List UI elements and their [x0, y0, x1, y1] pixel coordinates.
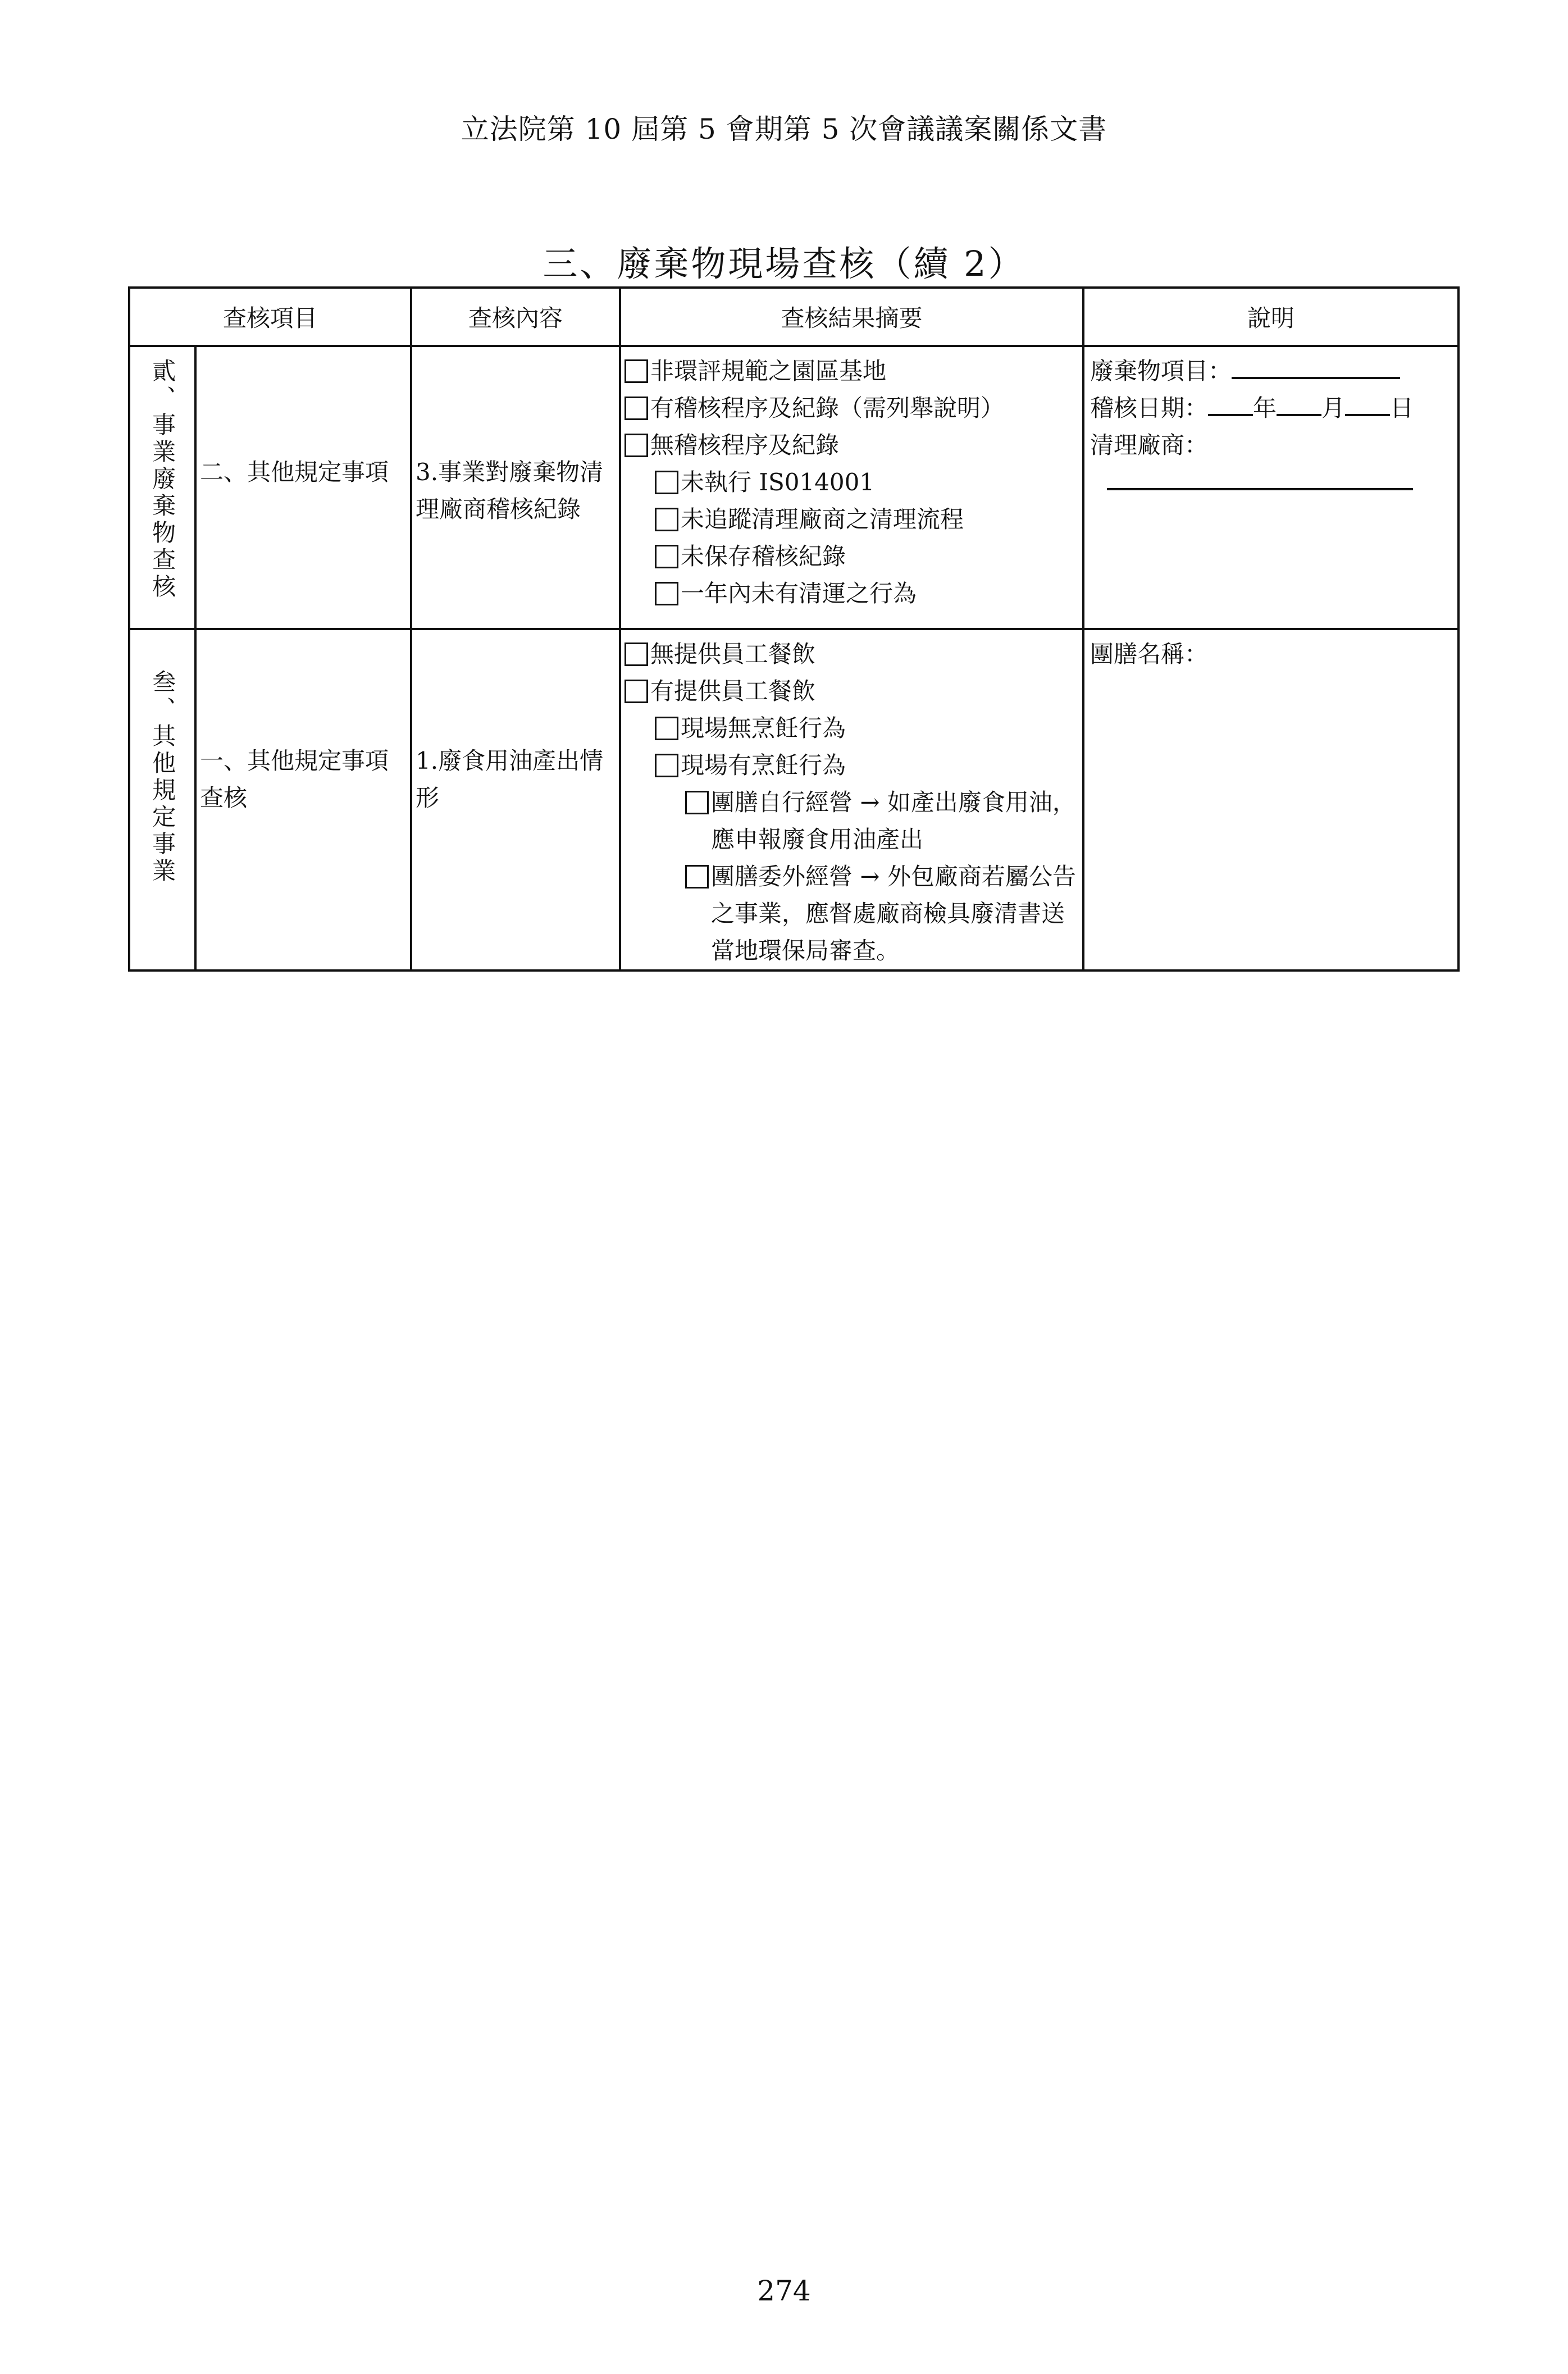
- section-cell: [129, 629, 195, 970]
- checkbox-option: 團膳自行經營 → 如產出廢食用油，應申報廢食用油產出: [625, 784, 1080, 858]
- checkbox-option: 有提供員工餐飲: [625, 673, 1080, 710]
- checkbox[interactable]: [625, 397, 648, 420]
- checkbox-option: 現場有烹飪行為: [625, 747, 1080, 784]
- checkbox[interactable]: [655, 545, 678, 568]
- blank-line[interactable]: [1107, 466, 1413, 490]
- checkbox-option: 團膳委外經營 → 外包廠商若屬公告之事業，應督處廠商檢具廢清書送當地環保局審查。: [625, 858, 1080, 969]
- section-cell: [129, 346, 195, 629]
- item-label: 一、其他規定事項查核: [200, 747, 389, 812]
- item-label: 二、其他規定事項: [200, 458, 389, 486]
- checkbox-option: 無稽核程序及紀錄: [625, 427, 1080, 464]
- audit-date-field: 稽核日期： 年 月 日: [1090, 394, 1414, 422]
- checkbox-option: 未追蹤清理廠商之清理流程: [625, 501, 1080, 538]
- checkbox-option: 現場無烹飪行為: [625, 710, 1080, 747]
- catering-name-field: 團膳名稱：: [1090, 640, 1209, 668]
- table-header-row: [129, 288, 1458, 346]
- waste-item-field: 廢棄物項目：: [1090, 353, 1453, 390]
- column-header-content: 查核內容: [411, 288, 620, 346]
- document-header: 立法院第 10 屆第 5 會期第 5 次會議議案關係文書: [461, 113, 1107, 145]
- content-cell: [411, 346, 620, 629]
- table-row: [129, 629, 1458, 970]
- blank-line[interactable]: [1277, 414, 1321, 416]
- checkbox-option: 無提供員工餐飲: [625, 636, 1080, 673]
- checkbox-option: 非環評規範之園區基地: [625, 353, 1080, 390]
- table-title: 三、廢棄物現場查核（續 2）: [543, 243, 1025, 284]
- checkbox[interactable]: [685, 791, 709, 814]
- checkbox[interactable]: [625, 359, 648, 383]
- column-header-results: 查核結果摘要: [620, 288, 1083, 346]
- column-header-notes: 說明: [1083, 288, 1458, 346]
- checkbox-option: 未保存稽核紀錄: [625, 538, 1080, 575]
- checkbox-option: 有稽核程序及紀錄（需列舉說明）: [625, 390, 1080, 427]
- results-cell: [620, 629, 1083, 970]
- checkbox[interactable]: [655, 582, 678, 605]
- notes-cell: [1083, 629, 1458, 970]
- results-cell: [620, 346, 1083, 629]
- item-cell: [195, 346, 411, 629]
- item-cell: [195, 629, 411, 970]
- table-row: [129, 346, 1458, 629]
- section-label: 貳、事業廢棄物查核: [149, 358, 177, 601]
- page-number: 274: [757, 2275, 811, 2307]
- checkbox[interactable]: [625, 434, 648, 457]
- content-cell: [411, 629, 620, 970]
- blank-line[interactable]: [1345, 414, 1390, 416]
- cleaner-field: 清理廠商：: [1090, 431, 1209, 459]
- checkbox-option: 一年內未有清運之行為: [625, 575, 1080, 612]
- checkbox[interactable]: [625, 680, 648, 703]
- column-header-item: 查核項目: [129, 288, 411, 346]
- checkbox-option: 未執行 IS014001: [625, 464, 1080, 501]
- blank-line[interactable]: [1208, 414, 1253, 416]
- checkbox[interactable]: [655, 508, 678, 531]
- content-label: 3.事業對廢棄物清理廠商稽核紀錄: [416, 458, 604, 523]
- checkbox[interactable]: [625, 643, 648, 666]
- blank-line[interactable]: [1232, 377, 1400, 379]
- notes-cell: [1083, 346, 1458, 629]
- audit-table: [128, 286, 1460, 972]
- checkbox[interactable]: [655, 471, 678, 494]
- checkbox[interactable]: [655, 717, 678, 740]
- content-label: 1.廢食用油產出情形: [416, 747, 604, 812]
- checkbox[interactable]: [655, 754, 678, 777]
- section-label: 叁、其他規定事業: [149, 669, 177, 885]
- checkbox[interactable]: [685, 865, 709, 888]
